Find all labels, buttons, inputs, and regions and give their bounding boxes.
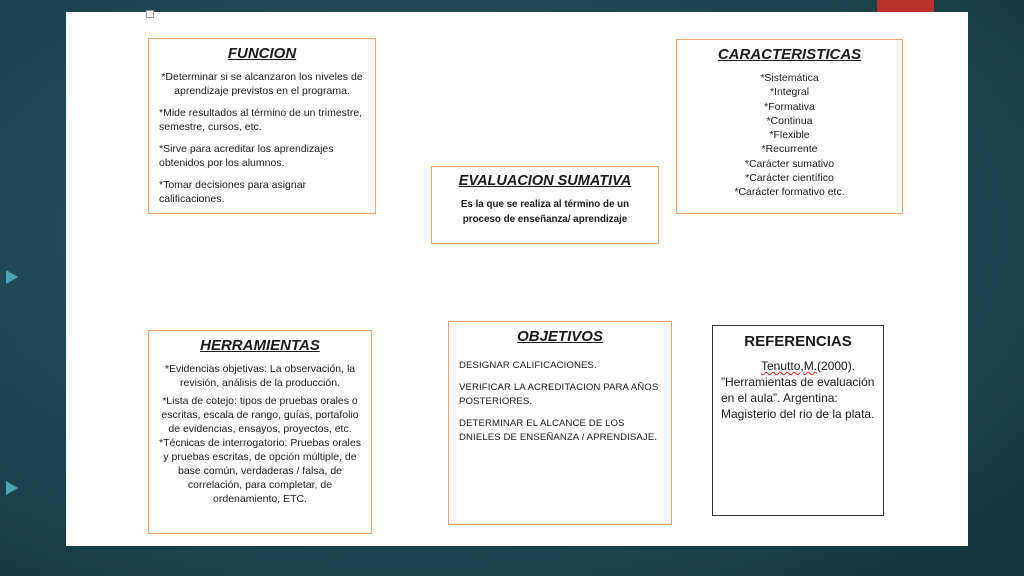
funcion-box <box>148 38 376 214</box>
evaluacion-text: Es la que se realiza al término de un proceso de enseñanza/ aprendizaje <box>460 199 630 225</box>
referencias-citation <box>721 358 875 374</box>
objetivos-item: DETERMINAR EL ALCANCE DE LOS DNIELES DE ENSEÑANZA / APRENDISAJE. <box>459 418 658 443</box>
slide-arrow-icon <box>6 481 18 495</box>
referencias-box <box>712 325 884 516</box>
red-tab <box>877 0 934 12</box>
referencias-year: (2000). <box>817 359 856 373</box>
referencias-title: REFERENCIAS <box>744 333 852 350</box>
caracteristica-item: *Formativa <box>764 100 815 113</box>
funcion-item: *Tomar decisiones para asignar calificaciones. <box>159 179 307 205</box>
objetivos-item: DESIGNAR CALIFICACIONES. <box>459 360 597 371</box>
caracteristicas-box <box>676 39 903 214</box>
evaluacion-box <box>431 166 659 244</box>
caracteristica-item: *Sistemática <box>760 72 819 84</box>
herramientas-box <box>148 330 372 534</box>
herramientas-title: HERRAMIENTAS <box>200 337 320 354</box>
funcion-title: FUNCION <box>227 45 297 62</box>
document-page <box>66 12 968 546</box>
caracteristica-item: *Carácter formativo etc. <box>734 186 845 199</box>
caracteristica-item: *Carácter científico <box>745 172 834 185</box>
objetivos-box <box>448 321 672 525</box>
referencias-author: Tenutto,M. <box>761 359 818 373</box>
caracteristica-item: *Recurrente <box>761 143 818 156</box>
evaluacion-title: EVALUACION SUMATIVA <box>458 173 632 189</box>
funcion-item: *Sirve para acreditar los aprendizajes obtenidos por los alumnos. <box>159 143 334 169</box>
caracteristica-item: *Flexible <box>769 129 810 142</box>
slide-arrow-icon <box>6 270 18 284</box>
referencias-text: ”Herramientas de evaluación en el aula”. Argentina: Magisterio del rio de la plata. <box>721 375 875 421</box>
caracteristicas-title: CARACTERISTICAS <box>717 46 862 63</box>
herramientas-item: *Técnicas de interrogatorio: Pruebas orales y pruebas escritas, de opción múltiple, de base común, verdaderas / falsa, de correlación, para completar, de ordenamiento, ETC. <box>159 437 361 505</box>
herramientas-item: *Evidencias objetivas: La observación, la revisión, análisis de la producción. <box>164 363 356 389</box>
objetivos-item: VERIFICAR LA ACREDITACION PARA AÑOS POSTERIORES. <box>459 382 659 407</box>
caracteristica-item: *Carácter sumativo <box>744 157 835 170</box>
herramientas-item: *Lista de cotejo: tipos de pruebas orales o escritas, escala de rango, guías, portafolio de evidencias, ensayos, proyectos, etc. <box>161 395 359 435</box>
corner-marker <box>146 10 154 18</box>
caracteristica-item: *Continua <box>766 114 813 127</box>
funcion-item: *Determinar si se alcanzaron los niveles de aprendizaje previstos en el programa. <box>161 71 363 97</box>
funcion-item: *Mide resultados al término de un trimestre, semestre, cursos, etc. <box>159 107 363 133</box>
caracteristica-item: *Integral <box>769 86 810 99</box>
objetivos-title: OBJETIVOS <box>517 328 603 345</box>
